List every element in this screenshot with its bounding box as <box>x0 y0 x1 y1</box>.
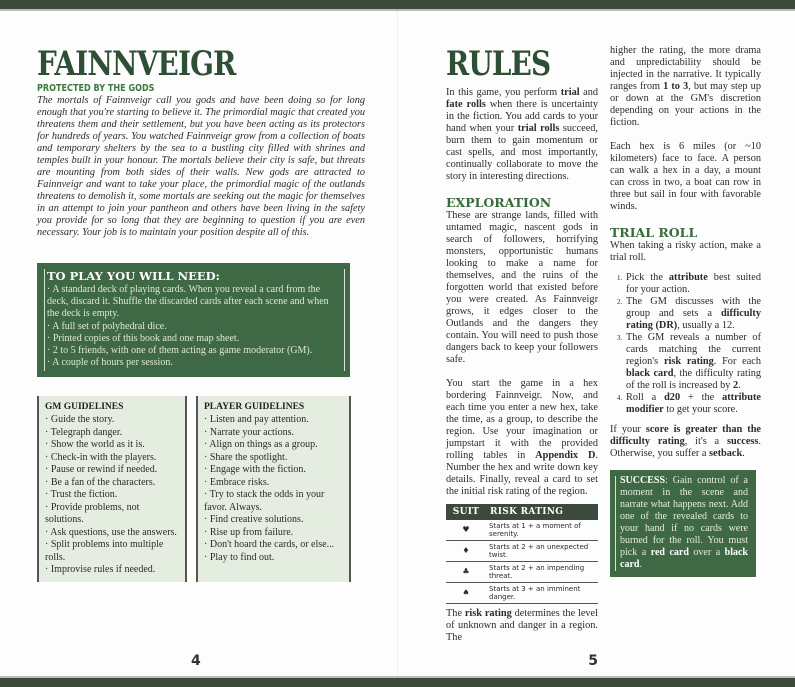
text-run: best suited for your action. <box>626 272 761 295</box>
text-run: . <box>738 380 741 391</box>
bold-term: setback <box>709 448 743 459</box>
text-run: . For each <box>713 356 762 367</box>
bold-term: attribute modifier <box>626 392 761 415</box>
exploration-heading: EXPLORATION <box>446 195 552 210</box>
text-run: and <box>579 87 598 98</box>
bold-term: d20 <box>664 392 681 403</box>
bold-term: 1 to 3 <box>663 81 689 92</box>
right-page <box>397 11 795 676</box>
list-item-text: Improvise rules if needed. <box>50 564 156 576</box>
table-row <box>446 541 598 562</box>
risk-description: Starts at 1 + a moment of serenity. <box>486 520 598 541</box>
text-run: In this game, you perform <box>446 87 561 98</box>
guidelines-row <box>37 396 365 582</box>
exploration-paragraph-1: These are strange lands, filled with untamed magic, nascent gods in search of followers, horrifying monsters, opportunistic humans looking to make a name for themselves, and the ruins of the forgotten world that existed before you were created. As Fainnveigr grows, it edges closer to the Outlands and the dangers they contain. You will need to push those dangers back to keep your followers safe. <box>446 210 598 365</box>
list-item <box>204 477 343 490</box>
list-item <box>45 439 179 452</box>
step-item <box>624 332 761 392</box>
text-run: You start the game in a hex bordering Fainnveigr. Now, and each time you enter a new hex, take the time, as a group, to describe the region. Use your imagination or jumpstart it with the provided rolling tables in <box>446 378 598 461</box>
list-item <box>204 464 343 477</box>
bold-term: black card <box>620 547 748 570</box>
player-guidelines-box <box>196 396 351 582</box>
bottom-bar <box>0 676 795 687</box>
bold-term: risk rating <box>464 608 512 619</box>
risk-description: Starts at 2 + an impending threat. <box>486 562 598 583</box>
risk-description: Starts at 2 + an unexpected twist. <box>486 541 598 562</box>
bullet-icon: · <box>45 451 51 463</box>
list-item <box>45 502 179 527</box>
list-item <box>45 564 179 577</box>
rules-column-1-text <box>446 87 598 504</box>
step-item <box>624 272 761 296</box>
bullet-icon: · <box>45 539 51 551</box>
list-item-text: 2 to 5 friends, with one of them acting as game moderator (GM). <box>52 345 313 357</box>
text-run: , the difficulty rating of the roll is increased by <box>626 368 762 391</box>
bold-term: score is greater than the difficulty rating <box>610 424 761 447</box>
risk-rating-table <box>446 504 598 604</box>
gm-guidelines-list <box>45 414 179 577</box>
list-item-text: Show the world as it is. <box>50 439 145 451</box>
page-subtitle: PROTECTED BY THE GODS <box>37 83 155 94</box>
bullet-icon: · <box>204 414 210 426</box>
step-item <box>624 296 761 332</box>
page-gutter <box>397 11 398 676</box>
bullet-icon: · <box>47 320 53 332</box>
top-bar <box>0 0 795 11</box>
bold-term: Appendix D <box>535 450 596 461</box>
list-item <box>45 427 179 440</box>
bold-term: fate rolls <box>446 99 486 110</box>
bullet-icon: · <box>45 489 51 501</box>
list-item <box>45 489 179 502</box>
bullet-icon: · <box>45 426 51 438</box>
list-item <box>45 477 179 490</box>
list-item-text: A couple of hours per session. <box>52 357 173 369</box>
step-item <box>624 392 761 416</box>
bullet-icon: · <box>47 357 53 369</box>
bullet-icon: · <box>45 414 51 426</box>
list-item <box>204 452 343 465</box>
text-run: , but may step up or down at the GM's discretion depending on your actions in the fiction. <box>610 81 761 128</box>
player-guidelines-heading: PLAYER GUIDELINES <box>204 402 305 413</box>
suit-icon: ♣ <box>446 562 486 583</box>
bold-term: risk rating <box>663 356 714 367</box>
risk-rating-paragraph <box>446 608 598 644</box>
list-item-text: Trust the fiction. <box>50 489 118 501</box>
text-run: . Otherwise, you suffer a <box>610 436 761 459</box>
bullet-icon: · <box>204 451 210 463</box>
text-run: . Number the hex and write down key details. Finally, reveal a card to set the initial risk rating of the region. <box>446 450 598 497</box>
list-item <box>47 357 340 369</box>
text-run: . <box>742 448 745 459</box>
bullet-icon: · <box>45 464 51 476</box>
list-item-text: Pause or rewind if needed. <box>50 464 158 476</box>
list-item <box>204 514 343 527</box>
hex-size-paragraph: Each hex is 6 miles (or ~10 kilometers) face to face. A person can walk a hex in a day, a mount can cross in two, a boat can row in three but sail in four with favorable winds. <box>610 141 761 212</box>
exploration-paragraph-2 <box>446 378 598 498</box>
rules-column-2-text <box>610 45 761 468</box>
list-item-text: Find creative solutions. <box>209 514 304 526</box>
text-run: to get your score. <box>663 404 738 415</box>
list-item-text: Split problems into multiple rolls. <box>45 539 164 563</box>
bullet-icon: · <box>204 539 210 551</box>
page-number: 5 <box>588 653 598 669</box>
list-item <box>45 527 179 540</box>
page-title: FAINNVEIGR <box>37 44 236 84</box>
bold-term: attribute <box>668 272 708 283</box>
bullet-icon: · <box>47 284 53 295</box>
text-run: determines the level of unknown and danger in a region. The <box>446 608 598 643</box>
list-item-text: Guide the story. <box>50 414 115 426</box>
rules-column-2 <box>610 11 761 676</box>
rules-column-1 <box>446 11 598 676</box>
bold-term: red card <box>650 547 689 558</box>
list-item <box>204 489 343 514</box>
list-item <box>47 345 340 357</box>
text-run: , it's a <box>684 436 727 447</box>
player-guidelines-list <box>204 414 343 564</box>
text-run: Pick the <box>626 272 669 283</box>
suit-icon: ♠ <box>446 583 486 604</box>
list-item <box>45 539 179 564</box>
bullet-icon: · <box>204 426 210 438</box>
list-item-text: Check-in with the players. <box>50 451 157 463</box>
requirements-list <box>47 284 340 369</box>
bullet-icon: · <box>204 551 210 563</box>
text-run: + the <box>680 392 723 403</box>
text-run: when there is uncertainty in the fiction. You add cards to your hand when your <box>446 99 598 134</box>
list-item <box>204 552 343 565</box>
rules-title: RULES <box>446 44 551 84</box>
rules-intro <box>446 87 598 183</box>
bullet-icon: · <box>204 489 210 501</box>
bullet-icon: · <box>45 564 51 576</box>
suit-icon: ♦ <box>446 541 486 562</box>
bold-term: 2 <box>732 380 739 391</box>
list-item <box>204 414 343 427</box>
suit-icon: ♥ <box>446 520 486 541</box>
list-item-text: Be a fan of the characters. <box>50 476 156 488</box>
list-item-text: Telegraph danger. <box>50 426 123 438</box>
list-item-text: A standard deck of playing cards. When you reveal a card from the deck, discard it. Shuffle the discarded cards after each scene and when the deck is empty. <box>47 284 329 320</box>
text-run: . <box>639 559 642 570</box>
list-item-text: Listen and pay attention. <box>209 414 309 426</box>
gm-guidelines-heading: GM GUIDELINES <box>45 402 124 413</box>
risk-column-header: RISK RATING <box>486 504 598 520</box>
bullet-icon: · <box>45 526 51 538</box>
gm-guidelines-box <box>37 396 187 582</box>
bold-term: difficulty rating (DR) <box>626 308 761 331</box>
bullet-icon: · <box>204 514 210 526</box>
list-item <box>204 527 343 540</box>
list-item-text: Narrate your actions. <box>209 426 294 438</box>
list-item-text: Rise up from failure. <box>209 526 294 538</box>
risk-description: Starts at 3 + an imminent danger. <box>486 583 598 604</box>
list-item <box>204 539 343 552</box>
list-item <box>45 452 179 465</box>
bullet-icon: · <box>204 464 210 476</box>
list-item-text: Printed copies of this book and one map sheet. <box>52 332 240 344</box>
text-run: The GM reveals a number of cards matching the current region's <box>626 332 761 367</box>
bullet-icon: · <box>204 476 210 488</box>
table-row <box>446 562 598 583</box>
list-item-text: Share the spotlight. <box>209 451 288 463</box>
table-row <box>446 520 598 541</box>
page-spread <box>0 11 795 676</box>
text-run: succeed, burn them to gain momentum or cast spells, and most importantly, continually collaborate to move the story in interesting directions. <box>446 123 599 182</box>
list-item <box>47 284 340 321</box>
list-item <box>204 427 343 440</box>
list-item-text: Provide problems, not solutions. <box>45 501 140 526</box>
requirements-heading: TO PLAY YOU WILL NEED: <box>47 269 220 283</box>
list-item <box>204 439 343 452</box>
bullet-icon: · <box>47 345 53 357</box>
intro-paragraph: The mortals of Fainnveigr call you gods and have been doing so for long enough that you're starting to believe it. The primordial magic that created you threatens them and their settlement, but you have been acting as its protectors for hundreds of years. You watched Fainnveigr grow from a collection of boats and temporary shelters by the sea to a bustling city filled with shrines and temples built in your honour. The mortals believe their city is safe, but threats are mounting from both sides of their walls. New gods are attracted to Fainnveigr and want to take your place, the primordial magic of the outlands threatens to demolish it, some mortals are seeking out the magic for themselves in an attempt to join your pantheon and others have been living in the safety you provide for so long that they are beginning to question if you are even necessary. Your job is to maintain your position despite all of this. <box>37 95 365 238</box>
list-item-text: Play to find out. <box>209 551 275 563</box>
bold-term: trial rolls <box>517 123 560 134</box>
text-run: The <box>446 608 465 619</box>
trial-roll-intro: When taking a risky action, make a trial roll. <box>610 240 761 263</box>
list-item-text: Align on things as a group. <box>209 439 318 451</box>
bullet-icon: · <box>204 439 210 451</box>
requirements-box <box>37 263 350 377</box>
bold-term: SUCCESS <box>620 475 666 486</box>
success-box <box>610 470 756 577</box>
text-run: : Gain control of a moment in the scene and narrate what happens next. Add one of the revealed cards to your hand if no cards were burned for the roll. You must pick a <box>620 475 748 558</box>
text-run: Roll a <box>626 392 665 403</box>
list-item-text: A full set of polyhedral dice. <box>52 320 167 332</box>
bold-term: trial <box>560 87 580 98</box>
list-item-text: Don't hoard the cards, or else... <box>209 539 335 551</box>
text-run: , usually a 12. <box>677 320 735 331</box>
bold-term: black card <box>626 368 674 379</box>
list-item <box>47 333 340 345</box>
trial-roll-steps <box>610 272 761 416</box>
list-item-text: Embrace risks. <box>209 476 270 488</box>
trial-roll-heading: TRIAL ROLL <box>610 225 698 240</box>
bullet-icon: · <box>45 439 51 451</box>
page-number: 4 <box>191 653 201 669</box>
bullet-icon: · <box>45 501 51 513</box>
list-item-text: Ask questions, use the answers. <box>50 526 177 538</box>
bullet-icon: · <box>204 526 210 538</box>
risk-rating-continued <box>610 45 761 129</box>
trial-roll-outcome <box>610 424 761 460</box>
text-run: The GM discusses with the group and sets a <box>626 296 761 319</box>
bullet-icon: · <box>45 476 51 488</box>
list-item-text: Engage with the fiction. <box>209 464 306 476</box>
bold-term: success <box>726 436 759 447</box>
text-run: higher the rating, the more drama and unpredictability should be injected in the narrative. It typically ranges from <box>610 45 761 92</box>
list-item <box>47 321 340 333</box>
table-row <box>446 583 598 604</box>
bullet-icon: · <box>47 332 53 344</box>
left-page <box>0 11 397 676</box>
list-item <box>45 414 179 427</box>
text-run: over a <box>688 547 725 558</box>
suit-column-header: SUIT <box>446 504 486 520</box>
list-item-text: Try to stack the odds in your favor. Always. <box>204 489 325 513</box>
list-item <box>45 464 179 477</box>
text-run: If your <box>610 424 646 435</box>
